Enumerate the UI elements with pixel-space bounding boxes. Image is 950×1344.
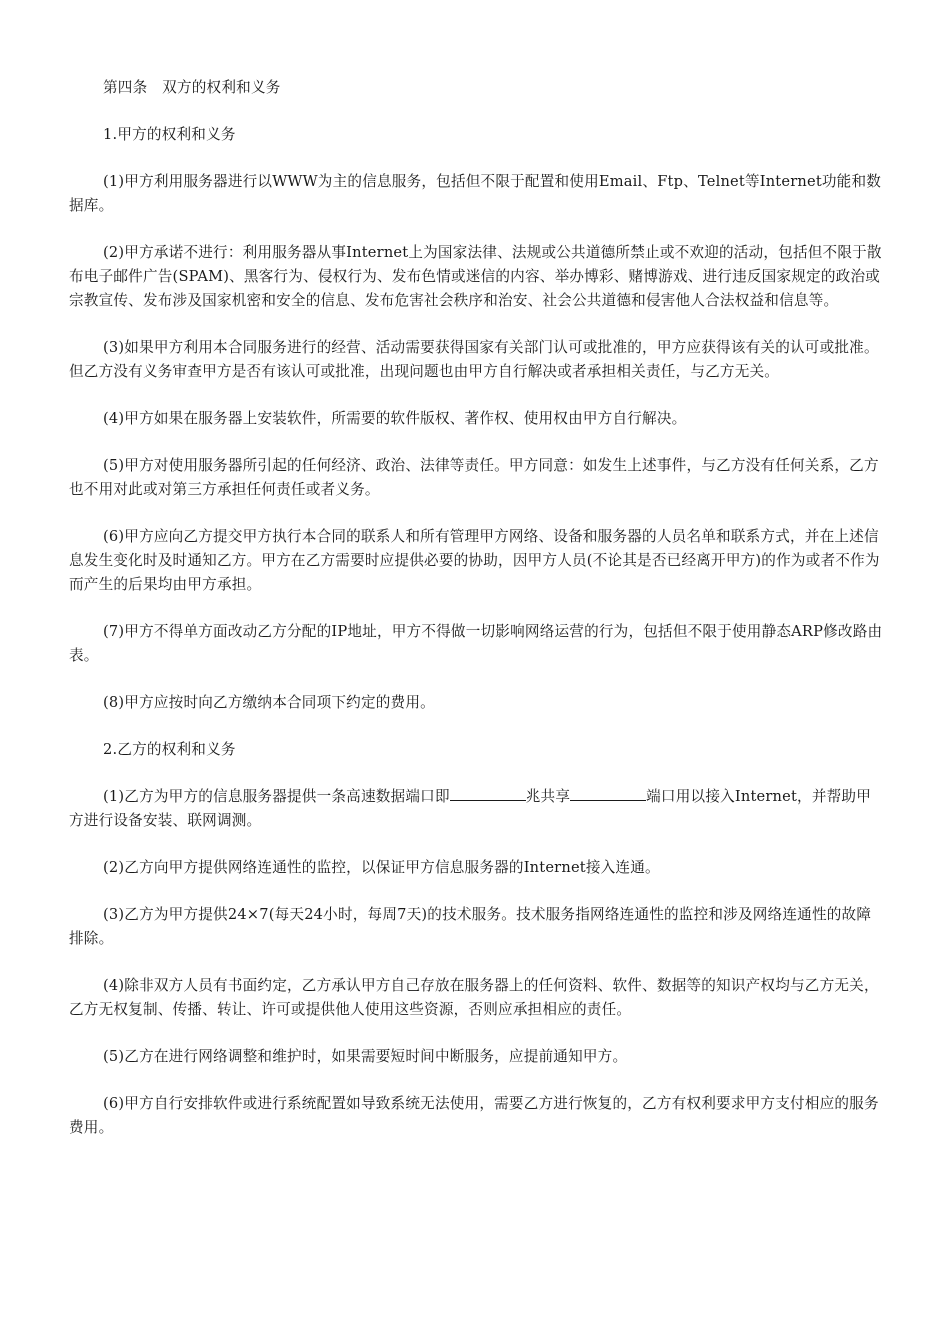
- clause-b-3: (3)乙方为甲方提供24×7(每天24小时，每周7天)的技术服务。技术服务指网络连通性的监控和涉及网络连通性的故障排除。: [69, 906, 872, 947]
- clause-a-6: (6)甲方应向乙方提交甲方执行本合同的联系人和所有管理甲方网络、设备和服务器的人员名单和联系方式，并在上述信息发生变化时及时通知乙方。甲方在乙方需要时应提供必要的协助，因甲方人员(不论其是否已经离开甲方)的作为或者不作为而产生的后果均由甲方承担。: [69, 528, 880, 593]
- clause-b-1: [69, 785, 884, 833]
- clause-a-3: (3)如果甲方利用本合同服务进行的经营、活动需要获得国家有关部门认可或批准的，甲方应获得该有关的认可或批准。但乙方没有义务审查甲方是否有该认可或批准，出现问题也由甲方自行解决或者承担相关责任，与乙方无关。: [69, 339, 879, 380]
- clause-b-6: (6)甲方自行安排软件或进行系统配置如导致系统无法使用，需要乙方进行恢复的，乙方有权利要求甲方支付相应的服务费用。: [69, 1095, 879, 1136]
- section-heading-party-a: 1.甲方的权利和义务: [103, 126, 236, 143]
- clause-b-1-part-a: (1)乙方为甲方的信息服务器提供一条高速数据端口即: [103, 788, 450, 805]
- clause-b-2: (2)乙方向甲方提供网络连通性的监控，以保证甲方信息服务器的Internet接入连通。: [103, 859, 660, 876]
- clause-a-1: (1)甲方利用服务器进行以WWW为主的信息服务，包括但不限于配置和使用Email、Ftp、Telnet等Internet功能和数据库。: [69, 173, 882, 214]
- clause-a-7: (7)甲方不得单方面改动乙方分配的IP地址，甲方不得做一切影响网络运营的行为，包括但不限于使用静态ARP修改路由表。: [69, 623, 883, 664]
- clause-b-1-part-b: 兆共享: [525, 788, 571, 805]
- clause-a-5: (5)甲方对使用服务器所引起的任何经济、政治、法律等责任。甲方同意：如发生上述事件，与乙方没有任何关系，乙方也不用对此或对第三方承担任何责任或者义务。: [69, 457, 879, 498]
- clause-a-2: (2)甲方承诺不进行：利用服务器从事Internet上为国家法律、法规或公共道德所禁止或不欢迎的活动，包括但不限于散布电子邮件广告(SPAM)、黑客行为、侵权行为、发布色情或迷信的内容、举办博彩、赌博游戏、进行违反国家规定的政治或宗教宣传、发布涉及国家机密和安全的信息、发布危害社会秩序和治安、社会公共道德和侵害他人合法权益和信息等。: [69, 244, 882, 309]
- document-body: [69, 76, 884, 1163]
- clause-a-8: (8)甲方应按时向乙方缴纳本合同项下约定的费用。: [103, 694, 435, 711]
- clause-a-4: (4)甲方如果在服务器上安装软件，所需要的软件版权、著作权、使用权由甲方自行解决。: [103, 410, 687, 427]
- port-blank-field[interactable]: [570, 786, 646, 801]
- article-title: 第四条 双方的权利和义务: [103, 79, 281, 96]
- clause-b-4: (4)除非双方人员有书面约定，乙方承认甲方自己存放在服务器上的任何资料、软件、数据等的知识产权均与乙方无关，乙方无权复制、传播、转让、许可或提供他人使用这些资源，否则应承担相应的责任。: [69, 977, 879, 1018]
- section-heading-party-b: 2.乙方的权利和义务: [103, 741, 236, 758]
- clause-b-1-part-c: 端口用以接入Internet，并帮助甲方进行设备安装、联网调测。: [69, 788, 872, 829]
- clause-b-5: (5)乙方在进行网络调整和维护时，如果需要短时间中断服务，应提前通知甲方。: [103, 1048, 628, 1065]
- bandwidth-blank-field[interactable]: [450, 786, 526, 801]
